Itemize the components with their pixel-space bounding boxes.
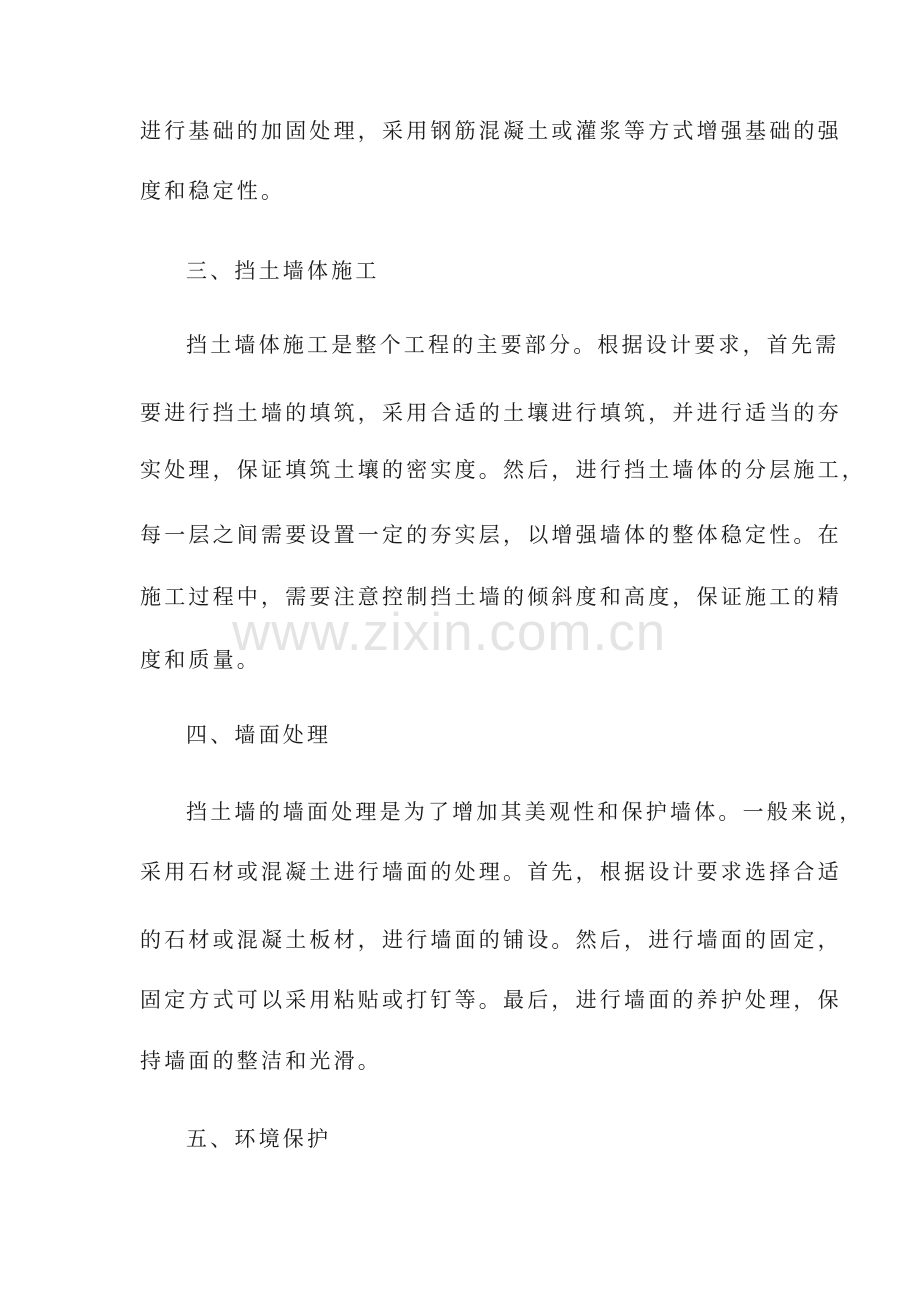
paragraph-line: 挡土墙的墙面处理是为了增加其美观性和保护墙体。一般来说，: [186, 800, 864, 824]
paragraph-line: 要进行挡土墙的填筑，采用合适的土壤进行填筑，并进行适当的夯: [140, 401, 842, 425]
section-heading-5: 五、环境保护: [186, 1127, 332, 1151]
section-heading-4: 四、墙面处理: [186, 723, 332, 747]
paragraph-line: 持墙面的整洁和光滑。: [140, 1049, 382, 1073]
paragraph-line: 每一层之间需要设置一定的夯实层，以增强墙体的整体稳定性。在: [140, 523, 842, 547]
paragraph-line: 度和质量。: [140, 648, 261, 672]
paragraph-line: 采用石材或混凝土进行墙面的处理。首先，根据设计要求选择合适: [140, 860, 842, 884]
paragraph-line: 施工过程中，需要注意控制挡土墙的倾斜度和高度，保证施工的精: [140, 585, 842, 609]
paragraph-line: 固定方式可以采用粘贴或打钉等。最后，进行墙面的养护处理，保: [140, 988, 842, 1012]
section-heading-3: 三、挡土墙体施工: [186, 259, 380, 283]
paragraph-line: 进行基础的加固处理，采用钢筋混凝土或灌浆等方式增强基础的强: [140, 119, 842, 143]
paragraph-line: 度和稳定性。: [140, 179, 286, 203]
paragraph-line: 挡土墙体施工是整个工程的主要部分。根据设计要求，首先需: [186, 333, 840, 357]
paragraph-line: 的石材或混凝土板材，进行墙面的铺设。然后，进行墙面的固定，: [140, 928, 842, 952]
paragraph-line: 实处理，保证填筑土壤的密实度。然后，进行挡土墙体的分层施工，: [140, 458, 866, 482]
watermark: www.zixin.com.cn: [232, 603, 667, 662]
